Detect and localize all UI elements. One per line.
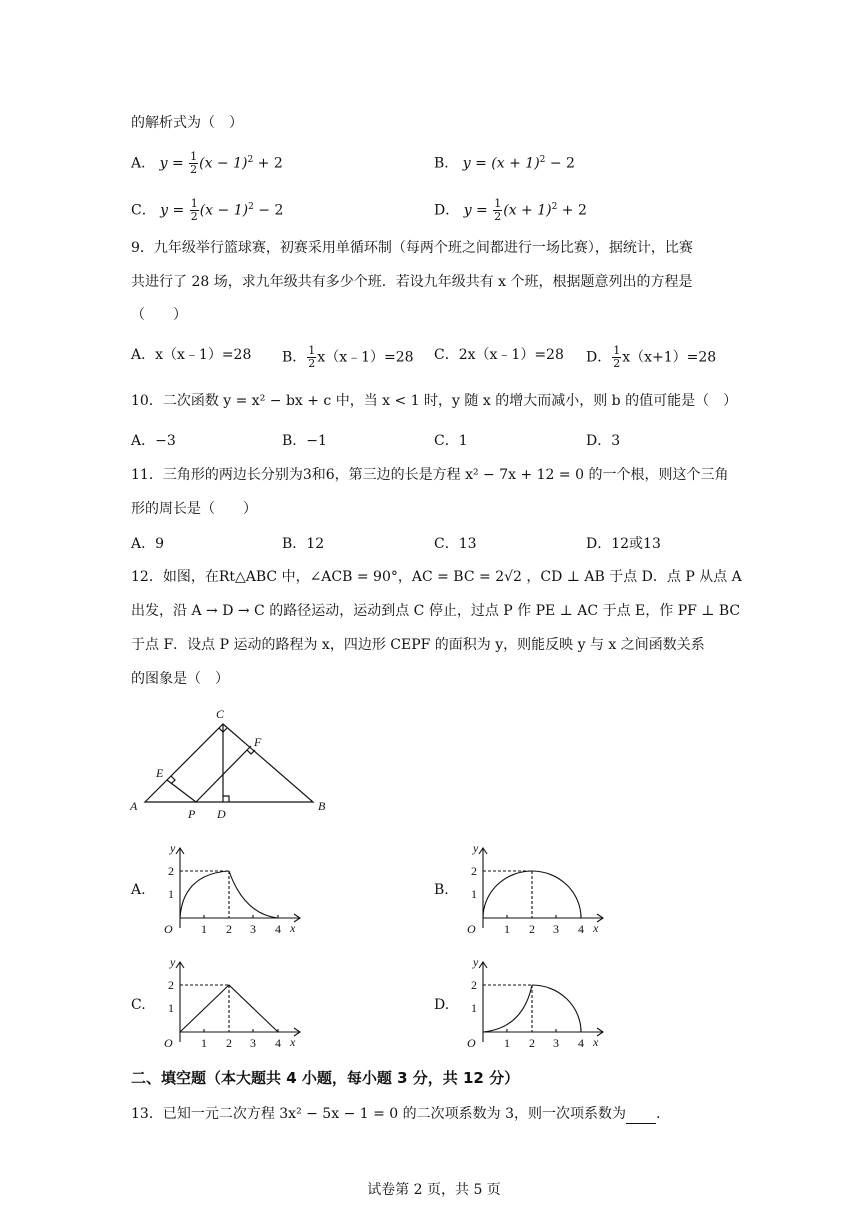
x-tick-2: 2 — [529, 1036, 535, 1050]
fig-label-a: A — [130, 799, 138, 813]
x-tick-3: 3 — [553, 922, 559, 936]
q12-option-d-label: D. — [434, 997, 450, 1013]
x-tick-4: 4 — [275, 1036, 281, 1050]
x-tick-1: 1 — [504, 922, 510, 936]
y-tick-1: 1 — [471, 1001, 477, 1015]
axis-origin: O — [164, 1036, 173, 1050]
q10-stem: 10．二次函数 y = x² − bx + c 中，当 x < 1 时，y 随 x 的增大而减小，则 b 的值可能是（ ） — [131, 393, 738, 409]
axis-x-label: x — [290, 921, 296, 935]
q8-option-c: C． y = $\frac{1}{2}$ $(x - 1)^2 - 2$ — [131, 197, 284, 224]
x-tick-4: 4 — [578, 922, 584, 936]
y-tick-2: 2 — [471, 978, 477, 992]
q10-option-d: D．3 — [586, 433, 621, 449]
q12-option-a-label: A. — [131, 882, 146, 898]
axis-y-label: y — [473, 841, 479, 855]
y-tick-1: 1 — [168, 1001, 174, 1015]
axis-origin: O — [467, 922, 476, 936]
q12-line2: 出发，沿 A → D → C 的路径运动，运动到点 C 停止，过点 P 作 PE ⊥ AC 于点 E，作 PF ⊥ BC — [131, 603, 741, 619]
x-tick-4: 4 — [578, 1036, 584, 1050]
axis-origin: O — [164, 922, 173, 936]
q9-line2: 共进行了 28 场，求九年级共有多少个班．若设九年级共有 x 个班，根据题意列出的方程是 — [131, 274, 693, 290]
y-tick-2: 2 — [168, 864, 174, 878]
q9-line3: （ ） — [131, 307, 187, 323]
x-tick-2: 2 — [226, 922, 232, 936]
x-tick-1: 1 — [201, 1036, 207, 1050]
axis-x-label: x — [593, 1035, 599, 1049]
x-tick-1: 1 — [504, 1036, 510, 1050]
axis-y-label: y — [473, 955, 479, 969]
q12-graph-c — [150, 954, 310, 1054]
axis-origin: O — [467, 1036, 476, 1050]
x-tick-3: 3 — [250, 922, 256, 936]
q12-triangle-figure — [120, 700, 340, 825]
q13-answer-blank[interactable] — [626, 1109, 656, 1124]
q8-stem-tail: 的解析式为（ ） — [131, 115, 243, 131]
y-tick-2: 2 — [168, 978, 174, 992]
page-footer: 试卷第 2 页，共 5 页 — [367, 1182, 501, 1198]
q12-graph-a — [150, 840, 310, 940]
q12-line3: 于点 F．设点 P 运动的路程为 x，四边形 CEPF 的面积为 y，则能反映 y 与 x 之间函数关系 — [131, 637, 705, 653]
axis-x-label: x — [593, 921, 599, 935]
q12-graph-d — [453, 954, 613, 1054]
q9-option-c: C．2x（x﹣1）=28 — [434, 347, 564, 363]
q12-graph-b — [453, 840, 613, 940]
q12-option-c-label: C. — [131, 997, 146, 1013]
x-tick-2: 2 — [529, 922, 535, 936]
q9-option-a: A．x（x﹣1）=28 — [131, 347, 252, 363]
fig-label-e: E — [156, 766, 164, 780]
q11-line2: 形的周长是（ ） — [131, 501, 257, 517]
fig-label-d: D — [217, 807, 226, 821]
x-tick-4: 4 — [275, 922, 281, 936]
q12-option-b-label: B. — [434, 882, 449, 898]
q11-option-c: C．13 — [434, 536, 477, 552]
x-tick-1: 1 — [201, 922, 207, 936]
x-tick-2: 2 — [226, 1036, 232, 1050]
q12-line4: 的图象是（ ） — [131, 671, 229, 687]
axis-y-label: y — [170, 955, 176, 969]
y-tick-1: 1 — [471, 887, 477, 901]
fig-label-f: F — [254, 735, 262, 749]
q8-option-d: D． y = $\frac{1}{2}$ $(x + 1)^2 + 2$ — [434, 197, 587, 224]
q10-option-a: A．−3 — [131, 433, 176, 449]
q13-stem: 13．已知一元二次方程 3x² − 5x − 1 = 0 的二次项系数为 3，则一次项系数为 . — [131, 1106, 661, 1122]
q11-line1: 11．三角形的两边长分别为3和6，第三边的长是方程 x² − 7x + 12 = 0 的一个根，则这个三角 — [131, 467, 729, 483]
q11-option-a: A．9 — [131, 536, 165, 552]
x-tick-3: 3 — [553, 1036, 559, 1050]
q9-option-d: D． $\frac{1}{2}$ x（x+1）=28 — [586, 344, 717, 370]
q12-line1: 12．如图，在Rt△ABC 中，∠ACB = 90°，AC = BC = 2√2 ，CD ⊥ AB 于点 D．点 P 从点 A — [131, 569, 742, 585]
fig-label-p: P — [188, 807, 196, 821]
q10-option-b: B．−1 — [282, 433, 327, 449]
y-tick-1: 1 — [168, 887, 174, 901]
q11-option-b: B．12 — [282, 536, 325, 552]
q9-line1: 9．九年级举行篮球赛，初赛采用单循环制（每两个班之间都进行一场比赛），据统计，比赛 — [131, 240, 693, 256]
section2-title: 二、填空题（本大题共 4 小题，每小题 3 分，共 12 分） — [131, 1069, 520, 1087]
axis-x-label: x — [290, 1035, 296, 1049]
fig-label-c: C — [216, 707, 225, 721]
fig-label-b: B — [318, 799, 326, 813]
q10-option-c: C．1 — [434, 433, 468, 449]
q8-option-b: B． $y = (x + 1)^2 - 2$ — [434, 155, 575, 172]
y-tick-2: 2 — [471, 864, 477, 878]
q11-option-d: D．12或13 — [586, 536, 661, 552]
q8-option-a: A． y = $\frac{1}{2}$ $(x - 1)^2 + 2$ — [131, 150, 283, 177]
q9-option-b: B． $\frac{1}{2}$ x（x﹣1）=28 — [282, 344, 414, 370]
axis-y-label: y — [170, 841, 176, 855]
x-tick-3: 3 — [250, 1036, 256, 1050]
